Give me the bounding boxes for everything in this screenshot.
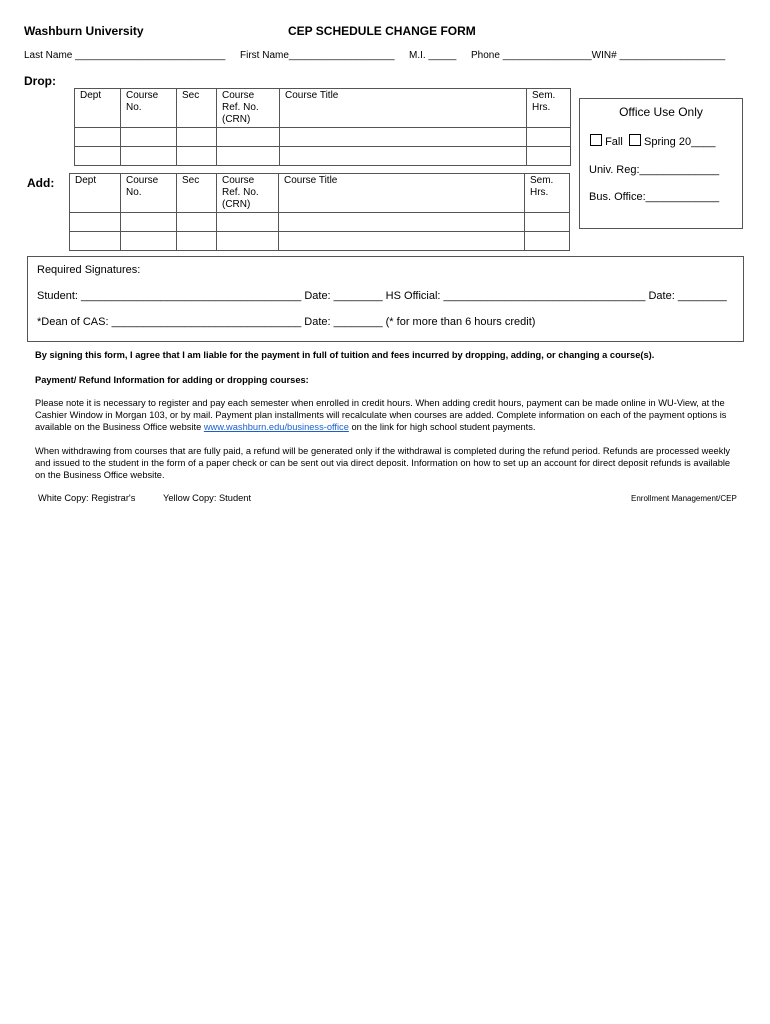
first-name-field[interactable]: First Name___________________: [240, 50, 395, 61]
add-cell[interactable]: [279, 213, 525, 232]
drop-cell[interactable]: [177, 147, 217, 166]
add-cell[interactable]: [121, 213, 177, 232]
add-cell[interactable]: [177, 213, 217, 232]
refund-paragraph: When withdrawing from courses that are fully paid, a refund will be generated only if the withdrawal is completed during the refund period. Refunds are processed weekly and issued to the student in the form of a paper check or can be sent out via direct deposit. Information on how to set up an account for direct deposit refunds is available on the Business Office website.: [35, 446, 731, 480]
payment-text-1: Please note it is necessary to register and pay each semester when enrolled in credit hours. When adding credit hours, payment can be made online in WU-View, at the Cashier Window in Morgan 103, or by mail. Payment plan installments will recalculate when courses are added. Complete information on each of the payment options is available on the Business Office website: [35, 398, 727, 432]
payment-heading: Payment/ Refund Information for adding or dropping courses:: [35, 375, 309, 385]
add-cell[interactable]: [217, 213, 279, 232]
drop-row[interactable]: [75, 147, 571, 166]
add-cell[interactable]: [525, 213, 570, 232]
term-checkboxes: [590, 134, 716, 148]
drop-label: Drop:: [24, 74, 56, 88]
drop-header-dept: Dept: [75, 89, 121, 128]
add-table: [69, 173, 570, 251]
drop-cell[interactable]: [75, 147, 121, 166]
add-cell[interactable]: [70, 232, 121, 251]
university-name: Washburn University: [24, 24, 144, 38]
drop-cell[interactable]: [527, 147, 571, 166]
drop-cell[interactable]: [280, 128, 527, 147]
univ-reg-field[interactable]: Univ. Reg:_____________: [589, 164, 720, 176]
add-header-sec: Sec: [177, 174, 217, 213]
add-cell[interactable]: [177, 232, 217, 251]
add-header-course-title: Course Title: [279, 174, 525, 213]
add-label: Add:: [27, 176, 55, 190]
drop-cell[interactable]: [280, 147, 527, 166]
drop-table: [74, 88, 571, 166]
add-cell[interactable]: [525, 232, 570, 251]
last-name-field[interactable]: Last Name ___________________________: [24, 50, 226, 61]
add-cell[interactable]: [279, 232, 525, 251]
drop-cell[interactable]: [527, 128, 571, 147]
drop-cell[interactable]: [217, 147, 280, 166]
fall-label: Fall: [605, 136, 623, 148]
add-row[interactable]: [70, 232, 570, 251]
spring-checkbox[interactable]: [629, 134, 641, 146]
drop-cell[interactable]: [75, 128, 121, 147]
bus-office-field[interactable]: Bus. Office:____________: [589, 191, 720, 203]
payment-paragraph: [35, 397, 735, 433]
add-header-row: [70, 174, 570, 213]
signatures-title: Required Signatures:: [37, 264, 141, 276]
business-office-link[interactable]: www.washburn.edu/business-office: [203, 422, 349, 432]
add-header-crn: Course Ref. No. (CRN): [217, 174, 279, 213]
payment-text-2: on the link for high school student payments.: [348, 422, 536, 432]
office-use-title: Office Use Only: [619, 105, 703, 119]
add-header-course-no: Course No.: [121, 174, 177, 213]
drop-cell[interactable]: [217, 128, 280, 147]
agreement-statement: By signing this form, I agree that I am liable for the payment in full of tuition and fees incurred by dropping, adding, or changing a course(s).: [35, 350, 655, 360]
middle-initial-field[interactable]: M.I. _____: [409, 50, 457, 61]
add-header-dept: Dept: [70, 174, 121, 213]
add-cell[interactable]: [217, 232, 279, 251]
drop-cell[interactable]: [177, 128, 217, 147]
add-cell[interactable]: [70, 213, 121, 232]
drop-header-crn: Course Ref. No. (CRN): [217, 89, 280, 128]
drop-header-sec: Sec: [177, 89, 217, 128]
fall-checkbox[interactable]: [590, 134, 602, 146]
form-title: CEP SCHEDULE CHANGE FORM: [288, 24, 476, 38]
drop-cell[interactable]: [121, 128, 177, 147]
dean-signature-line[interactable]: *Dean of CAS: _______________________________ Date: ________ (* for more than 6 hours credit): [37, 316, 536, 328]
yellow-copy-note: Yellow Copy: Student: [163, 493, 252, 503]
drop-header-course-title: Course Title: [280, 89, 527, 128]
footer-department: Enrollment Management/CEP: [631, 494, 737, 503]
phone-win-field[interactable]: Phone ________________WIN# ___________________: [471, 50, 726, 61]
drop-header-row: [75, 89, 571, 128]
add-header-sem-hrs: Sem. Hrs.: [525, 174, 570, 213]
drop-header-sem-hrs: Sem. Hrs.: [527, 89, 571, 128]
add-cell[interactable]: [121, 232, 177, 251]
drop-cell[interactable]: [121, 147, 177, 166]
spring-label: Spring 20____: [643, 136, 716, 148]
office-use-box: [579, 98, 743, 229]
white-copy-note: White Copy: Registrar's: [38, 493, 136, 503]
drop-row[interactable]: [75, 128, 571, 147]
add-row[interactable]: [70, 213, 570, 232]
student-signature-line[interactable]: Student: ____________________________________ Date: ________ HS Official: _________________________________ Date: ________: [37, 290, 727, 302]
drop-header-course-no: Course No.: [121, 89, 177, 128]
signatures-box: [27, 256, 744, 342]
